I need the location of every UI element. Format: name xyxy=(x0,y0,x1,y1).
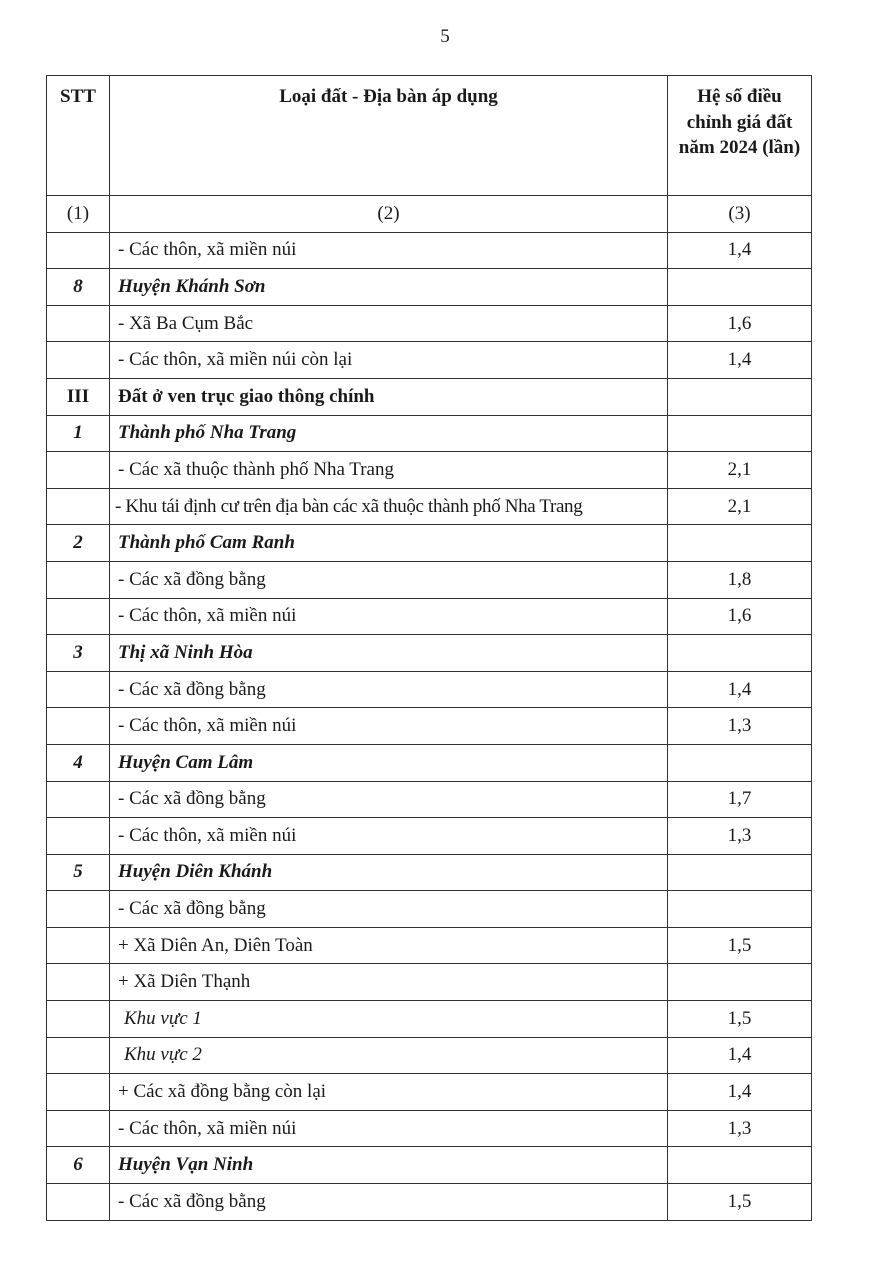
row-coefficient: 1,5 xyxy=(668,1001,812,1038)
row-coefficient: 1,4 xyxy=(668,232,812,269)
table-row xyxy=(47,378,812,415)
row-land-type: Khu vực 2 xyxy=(110,1037,668,1074)
row-land-type: - Các thôn, xã miền núi xyxy=(110,598,668,635)
row-stt xyxy=(47,1184,110,1221)
row-coefficient: 1,6 xyxy=(668,305,812,342)
row-land-type: - Các xã đồng bằng xyxy=(110,561,668,598)
table-row xyxy=(47,671,812,708)
table-row xyxy=(47,452,812,489)
row-stt xyxy=(47,1037,110,1074)
row-land-type: Huyện Vạn Ninh xyxy=(110,1147,668,1184)
row-coefficient xyxy=(668,964,812,1001)
row-stt xyxy=(47,488,110,525)
table-row xyxy=(47,891,812,928)
row-coefficient: 1,5 xyxy=(668,1184,812,1221)
header-land-type: Loại đất - Địa bàn áp dụng xyxy=(110,76,668,196)
table-row xyxy=(47,854,812,891)
table-row xyxy=(47,927,812,964)
row-stt xyxy=(47,1110,110,1147)
table-row xyxy=(47,342,812,379)
row-land-type: - Các xã đồng bằng xyxy=(110,671,668,708)
table-row xyxy=(47,488,812,525)
row-stt: 2 xyxy=(47,525,110,562)
table-row xyxy=(47,1147,812,1184)
land-price-coefficient-table xyxy=(46,75,812,1221)
table-row xyxy=(47,561,812,598)
table-row xyxy=(47,1184,812,1221)
table-row xyxy=(47,635,812,672)
row-coefficient: 1,4 xyxy=(668,1074,812,1111)
row-stt xyxy=(47,1074,110,1111)
row-land-type: - Các thôn, xã miền núi xyxy=(110,818,668,855)
row-land-type: - Các xã thuộc thành phố Nha Trang xyxy=(110,452,668,489)
table-row xyxy=(47,781,812,818)
row-coefficient xyxy=(668,854,812,891)
table-row xyxy=(47,1074,812,1111)
row-coefficient: 1,5 xyxy=(668,927,812,964)
row-land-type: Huyện Cam Lâm xyxy=(110,744,668,781)
row-coefficient xyxy=(668,525,812,562)
row-coefficient xyxy=(668,378,812,415)
table-row xyxy=(47,708,812,745)
row-coefficient xyxy=(668,744,812,781)
row-stt: III xyxy=(47,378,110,415)
row-stt xyxy=(47,305,110,342)
row-stt xyxy=(47,891,110,928)
row-stt xyxy=(47,781,110,818)
row-stt xyxy=(47,342,110,379)
row-coefficient: 1,3 xyxy=(668,708,812,745)
row-coefficient xyxy=(668,635,812,672)
row-land-type: + Xã Diên Thạnh xyxy=(110,964,668,1001)
row-land-type: - Các xã đồng bằng xyxy=(110,891,668,928)
table-row xyxy=(47,818,812,855)
column-number-1: (1) xyxy=(47,196,110,233)
table-header-row xyxy=(47,76,812,196)
page-number: 5 xyxy=(440,26,450,47)
row-stt xyxy=(47,1001,110,1038)
row-land-type: - Các xã đồng bằng xyxy=(110,781,668,818)
row-stt: 5 xyxy=(47,854,110,891)
row-stt xyxy=(47,598,110,635)
header-stt: STT xyxy=(47,76,110,196)
table-row xyxy=(47,964,812,1001)
row-coefficient xyxy=(668,269,812,306)
table-row xyxy=(47,232,812,269)
row-land-type: Thành phố Cam Ranh xyxy=(110,525,668,562)
row-coefficient xyxy=(668,415,812,452)
row-coefficient: 1,4 xyxy=(668,1037,812,1074)
table-row xyxy=(47,525,812,562)
row-stt: 1 xyxy=(47,415,110,452)
table-row xyxy=(47,269,812,306)
row-land-type: Thành phố Nha Trang xyxy=(110,415,668,452)
table-body xyxy=(47,232,812,1220)
row-coefficient: 2,1 xyxy=(668,488,812,525)
row-stt: 8 xyxy=(47,269,110,306)
row-coefficient: 1,4 xyxy=(668,342,812,379)
table-row xyxy=(47,1001,812,1038)
row-stt: 3 xyxy=(47,635,110,672)
row-stt: 4 xyxy=(47,744,110,781)
row-land-type: Thị xã Ninh Hòa xyxy=(110,635,668,672)
row-land-type: Huyện Diên Khánh xyxy=(110,854,668,891)
column-number-3: (3) xyxy=(668,196,812,233)
table-row xyxy=(47,744,812,781)
row-land-type: - Các thôn, xã miền núi xyxy=(110,232,668,269)
row-stt xyxy=(47,818,110,855)
row-land-type: - Các thôn, xã miền núi còn lại xyxy=(110,342,668,379)
row-coefficient xyxy=(668,1147,812,1184)
table-row xyxy=(47,1110,812,1147)
row-stt xyxy=(47,708,110,745)
row-coefficient xyxy=(668,891,812,928)
table-row xyxy=(47,598,812,635)
table-row xyxy=(47,1037,812,1074)
row-land-type: - Các thôn, xã miền núi xyxy=(110,708,668,745)
row-coefficient: 1,7 xyxy=(668,781,812,818)
row-stt: 6 xyxy=(47,1147,110,1184)
row-land-type: Đất ở ven trục giao thông chính xyxy=(110,378,668,415)
row-land-type: Khu vực 1 xyxy=(110,1001,668,1038)
row-coefficient: 1,4 xyxy=(668,671,812,708)
table-row xyxy=(47,415,812,452)
row-coefficient: 1,3 xyxy=(668,818,812,855)
row-land-type: - Các xã đồng bằng xyxy=(110,1184,668,1221)
row-land-type: Huyện Khánh Sơn xyxy=(110,269,668,306)
row-stt xyxy=(47,964,110,1001)
row-land-type: + Các xã đồng bằng còn lại xyxy=(110,1074,668,1111)
row-land-type: - Xã Ba Cụm Bắc xyxy=(110,305,668,342)
row-stt xyxy=(47,232,110,269)
column-number-row xyxy=(47,196,812,233)
row-coefficient: 2,1 xyxy=(668,452,812,489)
row-coefficient: 1,6 xyxy=(668,598,812,635)
row-coefficient: 1,3 xyxy=(668,1110,812,1147)
table-row xyxy=(47,305,812,342)
row-land-type: - Khu tái định cư trên địa bàn các xã thuộc thành phố Nha Trang xyxy=(110,488,668,525)
row-stt xyxy=(47,927,110,964)
column-number-2: (2) xyxy=(110,196,668,233)
row-land-type: + Xã Diên An, Diên Toàn xyxy=(110,927,668,964)
row-coefficient: 1,8 xyxy=(668,561,812,598)
row-stt xyxy=(47,671,110,708)
row-stt xyxy=(47,452,110,489)
row-land-type: - Các thôn, xã miền núi xyxy=(110,1110,668,1147)
row-stt xyxy=(47,561,110,598)
header-coefficient: Hệ số điều chỉnh giá đất năm 2024 (lần) xyxy=(668,76,812,196)
